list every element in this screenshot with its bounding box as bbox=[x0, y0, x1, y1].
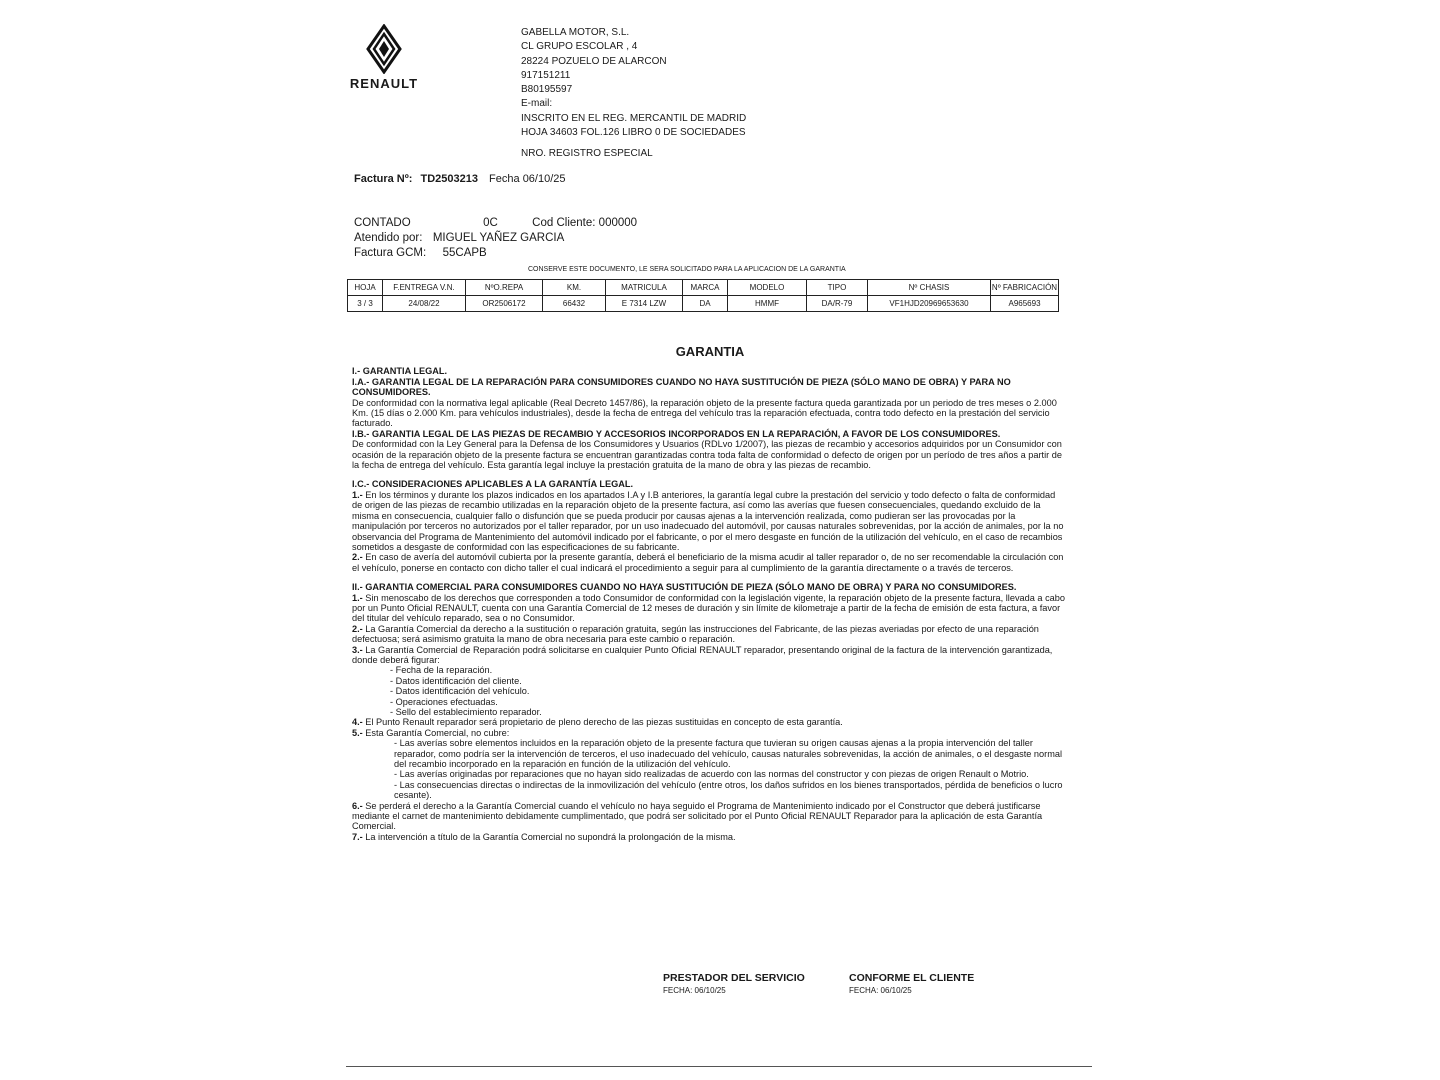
list-item: - Sello del establecimiento reparador. bbox=[390, 707, 542, 717]
paragraph: 6.- Se perderá el derecho a la Garantía Comercial cuando el vehículo no haya seguido el Programa de Mantenimiento indicado por el Constructor que deberá justificarse mediante el carnet de mantenimiento debidamente cumplimentado, que podrá ser solicitado por el Punto Oficial RENAULT Reparador para la aplicación de esta Garantía Comercial. bbox=[352, 800, 1043, 832]
section-heading: I.A.- GARANTIA LEGAL DE LA REPARACIÓN PARA CONSUMIDORES CUANDO NO HAYA SUSTITUCIÓN DE PIEZA (SÓLO MANO DE OBRA) Y PARA NO CONSUMIDORES. bbox=[352, 376, 1011, 398]
paragraph: 3.- La Garantía Comercial de Reparación podrá solicitarse en cualquier Punto Oficial RENAULT reparador, presentando original de la factura de la intervención garantizada, donde deberá figurar: bbox=[352, 644, 1053, 665]
provider-date: FECHA: 06/10/25 bbox=[663, 986, 726, 995]
section-heading: I.B.- GARANTIA LEGAL DE LAS PIEZAS DE RECAMBIO Y ACCESORIOS INCORPORADOS EN LA REPARACIÓN, A FAVOR DE LOS CONSUMIDORES. bbox=[352, 428, 1001, 439]
company-line: 917151211 bbox=[521, 69, 571, 81]
paragraph: 2.- En caso de avería del automóvil cubierta por la presente garantía, deberá el beneficiario de la misma acudir al taller reparador o, de no ser recomendable la circulación con el vehículo, ponerse en contacto con dicho taller el cual indicará el procedimiento a seguir para al cumplimiento de la garantía directamente o a través de terceros. bbox=[352, 552, 1064, 573]
conserve-note: CONSERVE ESTE DOCUMENTO, LE SERA SOLICITADO PARA LA APLICACION DE LA GARANTIA bbox=[528, 266, 846, 273]
list-item: - Las averías originadas por reparaciones que no hayan sido realizadas de acuerdo con las normas del constructor y con piezas de origen Renault o Motrio. bbox=[394, 769, 1029, 780]
gcm-label: Factura GCM: bbox=[354, 247, 427, 260]
table-header: Nº CHASIS bbox=[868, 280, 991, 296]
table-header-row bbox=[348, 280, 1059, 296]
list-item: - Las consecuencias directas o indirectas de la inmovilización del vehículo (entre otros, los daños sufridos en los bienes transportados, pérdida de beneficios o lucro cesante). bbox=[394, 779, 1063, 801]
vehicle-table bbox=[347, 279, 1059, 312]
invoice-date: 06/10/25 bbox=[522, 173, 566, 185]
company-line: HOJA 34603 FOL.126 LIBRO 0 DE SOCIEDADES bbox=[521, 127, 746, 139]
cod-cliente-label: Cod Cliente: bbox=[532, 217, 596, 229]
client-code: 0C bbox=[483, 217, 498, 229]
gcm-value: 55CAPB bbox=[442, 247, 487, 260]
footer-divider bbox=[346, 1066, 1092, 1067]
table-header: Nº FABRICACIÓN bbox=[991, 280, 1059, 296]
table-header: MARCA bbox=[683, 280, 728, 296]
attended-label: Atendido por: bbox=[354, 232, 423, 245]
company-line: INSCRITO EN EL REG. MERCANTIL DE MADRID bbox=[521, 112, 747, 124]
table-cell: OR2506172 bbox=[466, 296, 543, 312]
table-header: KM. bbox=[543, 280, 606, 296]
paragraph: De conformidad con la normativa legal aplicable (Real Decreto 1457/86), la reparación objeto de la presente factura queda garantizada por un periodo de tres meses o 2.000 Km. (15 días o 2.000 Km. para vehículos industriales), desde la fecha de entrega del vehículo tras la reparación efectuada, contra todo defecto en la prestación del servicio facturado. bbox=[352, 397, 1057, 429]
table-cell: DA bbox=[683, 296, 728, 312]
company-line: CL GRUPO ESCOLAR , 4 bbox=[521, 41, 638, 53]
list-item: - Datos identificación del vehículo. bbox=[390, 686, 530, 697]
section-heading: I.C.- CONSIDERACIONES APLICABLES A LA GARANTÍA LEGAL. bbox=[352, 479, 634, 490]
brand-logo bbox=[346, 24, 422, 91]
warranty-title: GARANTIA bbox=[675, 344, 745, 359]
paragraph: 1.- Sin menoscabo de los derechos que corresponden a todo Consumidor de conformidad con la legislación vigente, la reparación objeto de la presente factura, llevada a cabo por un Punto Oficial RENAULT, cuenta con una Garantía Comercial de 12 meses de duración y sin límite de kilometraje a partir de la fecha de emisión de esta factura, a favor del titular del vehículo reparado, sea o no Consumidor. bbox=[352, 592, 1065, 624]
invoice-number: TD2503213 bbox=[420, 173, 478, 185]
table-cell: HMMF bbox=[728, 296, 807, 312]
table-cell: 24/08/22 bbox=[383, 296, 466, 312]
paragraph: 7.- La intervención a título de la Garantía Comercial no supondrá la prolongación de la misma. bbox=[352, 831, 736, 842]
company-registro: NRO. REGISTRO ESPECIAL bbox=[521, 148, 653, 160]
table-header: HOJA bbox=[348, 280, 383, 296]
list-item: - Datos identificación del cliente. bbox=[390, 675, 522, 686]
table-cell: 66432 bbox=[543, 296, 606, 312]
invoice-label: Factura Nº: bbox=[354, 173, 413, 185]
table-cell: DA/R-79 bbox=[807, 296, 868, 312]
provider-signature bbox=[663, 972, 805, 995]
table-header: TIPO bbox=[807, 280, 868, 296]
client-date: FECHA: 06/10/25 bbox=[849, 986, 912, 995]
table-header: MATRICULA bbox=[606, 280, 683, 296]
cod-cliente-value: 000000 bbox=[598, 217, 638, 229]
paragraph: 2.- La Garantía Comercial da derecho a la sustitución o reparación gratuita, según las instrucciones del Fabricante, de las piezas averiadas por efecto de una reparación defectuosa; será asimismo gratuita la mano de obra necesaria para este cambio o reparación. bbox=[352, 623, 1039, 645]
company-line: 28224 POZUELO DE ALARCON bbox=[521, 55, 667, 67]
table-cell: VF1HJD20969653630 bbox=[868, 296, 991, 312]
client-signature bbox=[849, 972, 974, 995]
company-info bbox=[521, 26, 746, 162]
warranty-section bbox=[352, 344, 1066, 842]
paragraph: 5.- Esta Garantía Comercial, no cubre: bbox=[352, 727, 510, 738]
provider-label: PRESTADOR DEL SERVICIO bbox=[663, 972, 805, 984]
company-line: B80195597 bbox=[521, 84, 573, 96]
table-cell: E 7314 LZW bbox=[606, 296, 683, 312]
brand-name: RENAULT bbox=[349, 76, 419, 91]
table-header: NºO.REPA bbox=[466, 280, 543, 296]
table-header: MODELO bbox=[728, 280, 807, 296]
invoice-header bbox=[354, 173, 566, 185]
attended-value: MIGUEL YAÑEZ GARCIA bbox=[432, 232, 565, 245]
section-heading: II.- GARANTIA COMERCIAL PARA CONSUMIDORES CUANDO NO HAYA SUSTITUCIÓN DE PIEZA (SÓLO MANO DE OBRA) Y PARA NO CONSUMIDORES. bbox=[352, 582, 1017, 593]
table-row bbox=[348, 296, 1059, 312]
client-info bbox=[354, 216, 637, 262]
section-heading: I.- GARANTIA LEGAL. bbox=[352, 366, 448, 377]
list-item: - Las averías sobre elementos incluidos en la reparación objeto de la presente factura que tuvieran su origen causas ajenas a la propia intervención del taller reparador, como podría ser la intervención de terceros, el uso inadecuado del vehículo, causas naturales sobrevenidas, la acción de animales, o el desgaste normal del recambio incorporado en la reparación en función de la utilización del vehículo. bbox=[394, 738, 1063, 770]
table-cell: A965693 bbox=[991, 296, 1059, 312]
client-label: CONFORME EL CLIENTE bbox=[849, 972, 975, 984]
invoice-date-label: Fecha bbox=[489, 173, 520, 185]
table-cell: 3 / 3 bbox=[348, 296, 383, 312]
table-header: F.ENTREGA V.N. bbox=[383, 280, 466, 296]
company-line: E-mail: bbox=[521, 98, 553, 110]
company-line: GABELLA MOTOR, S.L. bbox=[521, 27, 630, 38]
list-item: - Fecha de la reparación. bbox=[390, 665, 493, 676]
paragraph: 4.- El Punto Renault reparador será propietario de pleno derecho de las piezas sustituidas en concepto de esta garantía. bbox=[352, 717, 843, 728]
paragraph: 1.- En los términos y durante los plazos indicados en los apartados I.A y I.B anteriores, la garantía legal cubre la prestación del servicio y todo defecto o falta de conformidad de origen de las piezas de recambio utilizadas en la reparación objeto de la presente factura, así como las averías que fuesen consecuenciales, quedando excluido de la misma en consecuencia, cualquier fallo o disfunción que se pueda producir por causas ajenas a la intervención realizada, como pudieran ser las provocadas por la manipulación por terceros no autorizados por el taller reparador, por un uso inadecuado del automóvil, por causas naturales sobrevenidas, por la acción de animales, por la no observancia del Programa de Mantenimiento del automóvil indicado por el fabricante, o por el mero desgaste en función de la utilización del vehículo, en el caso de recambios sometidos a desgaste de conformidad con las especificaciones de su fabricante. bbox=[352, 489, 1064, 552]
list-item: - Operaciones efectuadas. bbox=[390, 696, 498, 707]
paragraph: De conformidad con la Ley General para la Defensa de los Consumidores y Usuarios (RDLvo 1/2007), las piezas de recambio y accesorios adquiridos por un Consumidor con ocasión de la reparación objeto de la presente factura se encuentran garantizadas contra toda falta de conformidad o defecto de origen por un período de tres años a partir de la fecha de entrega del vehículo. Esta garantía legal incluye la prestación gratuita de la mano de obra y las piezas de recambio. bbox=[352, 439, 1062, 471]
payment-type: CONTADO bbox=[354, 217, 411, 229]
renault-diamond-icon bbox=[364, 24, 404, 74]
